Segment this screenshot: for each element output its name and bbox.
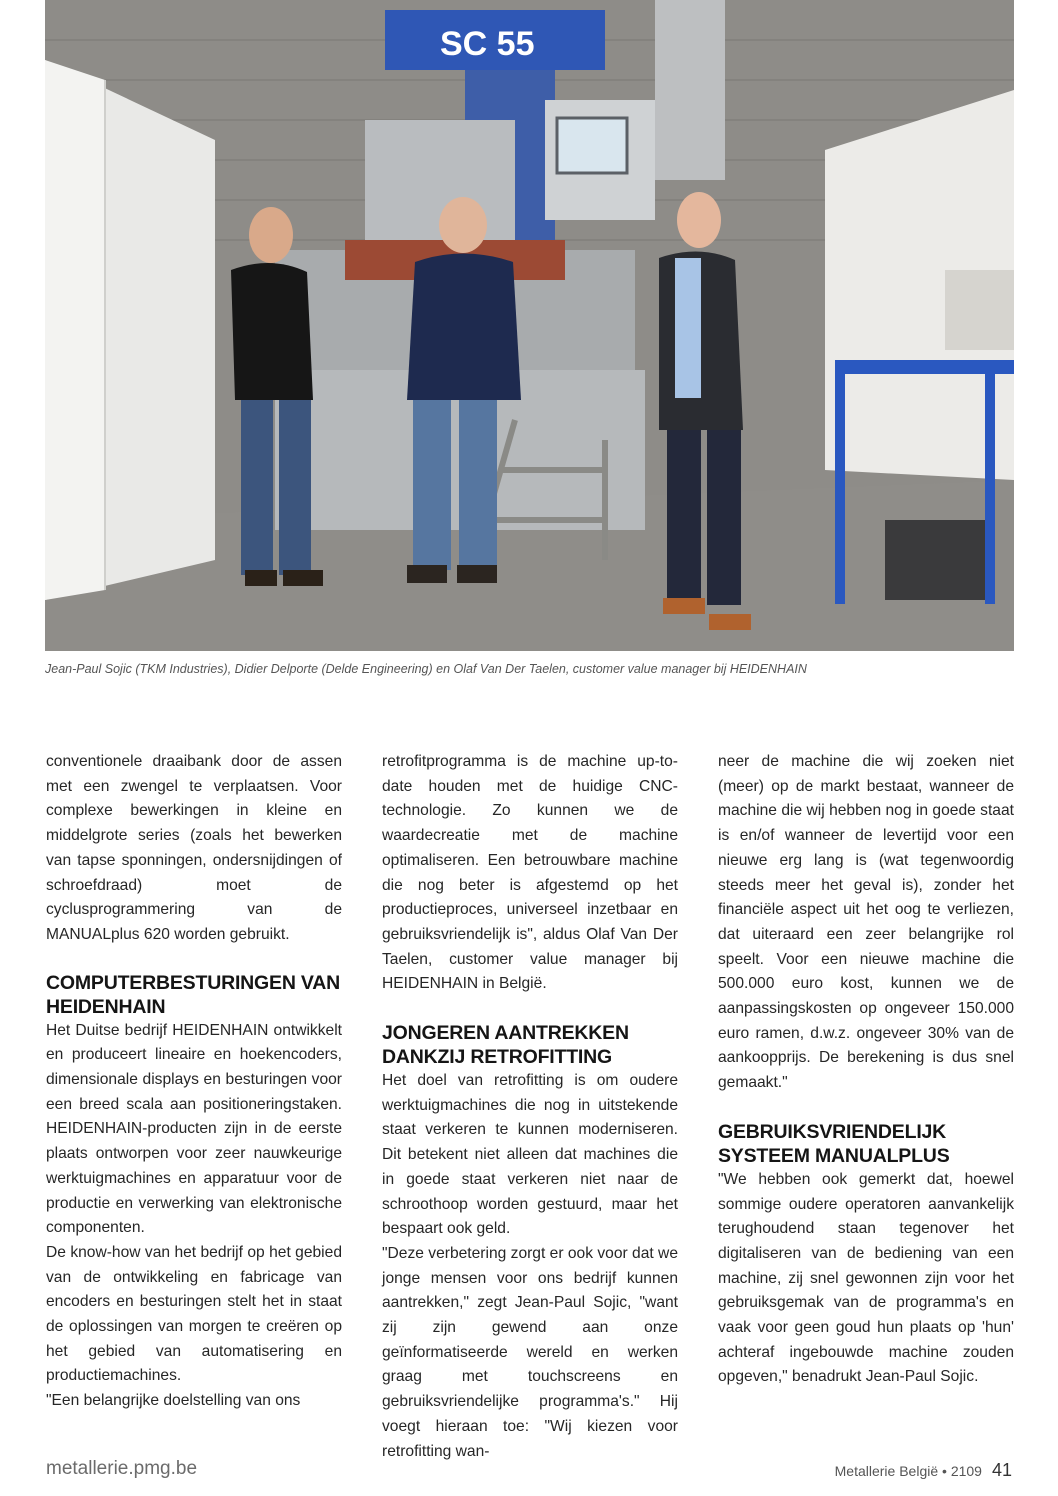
page-number: 41 bbox=[991, 1460, 1012, 1480]
paragraph: De know-how van het bedrijf op het gebied van de ontwikkeling en fabricage van encoders en besturingen stelt het in staat de oplossingen van morgen te creëren op het gebied van automatisering en productiemachines. bbox=[46, 1243, 342, 1385]
article-column-3 bbox=[718, 750, 1014, 1390]
paragraph: retrofitprogramma is de machine up-to-date houden met de huidige CNC-technologie. Zo kunnen we de waardecreatie met de machine optimaliseren. Een betrouwbare machine die nog beter is afgestemd op het productieproces, universeel inzetbaar en gebruiksvriendelijk is", aldus Olaf Van Der Taelen, customer value manager bij HEIDENHAIN in België. bbox=[382, 753, 678, 993]
photo-caption: Jean-Paul Sojic (TKM Industries), Didier Delporte (Delde Engineering) en Olaf Van Der Taelen, customer value manager bij HEIDENHAIN bbox=[45, 662, 807, 676]
section-heading: COMPUTERBESTURINGEN VAN HEIDENHAIN bbox=[46, 971, 341, 1018]
paragraph: neer de machine die wij zoeken niet (meer) op de markt bestaat, wanneer de machine die wij hebben nog in goede staat is en/of wanneer de levertijd voor een nieuwe erg lang is (wat tegenwoordig steeds meer het geval is), zonder het financiële aspect uit het oog te verliezen, dat uiteraard een zeer belangrijke rol speelt. Voor een nieuwe machine die 500.000 euro kost, kunnen we de aanpassingskosten op ongeveer 150.000 euro ramen, d.w.z. ongeveer 30% van de aankoopprijs. De berekening is dus snel gemaakt." bbox=[718, 753, 1014, 1092]
paragraph: Het Duitse bedrijf HEIDENHAIN ontwikkelt en produceert lineaire en hoekencoders, dimensionale displays en besturingen voor een breed scala aan positioneringstaken. HEIDENHAIN-producten zijn in de eerste plaats ontworpen voor zeer nauwkeurige werktuigmachines en apparatuur voor de productie en verwerking van elektronische componenten. bbox=[46, 1021, 342, 1237]
section-heading: JONGEREN AANTREKKEN DANKZIJ RETROFITTING bbox=[382, 1022, 629, 1069]
article-column-1 bbox=[46, 750, 342, 1414]
page-footer bbox=[835, 1460, 1012, 1481]
article-column-2 bbox=[382, 750, 678, 1464]
article-photo bbox=[45, 0, 1014, 651]
magazine-issue: Metallerie België • 2109 bbox=[834, 1463, 982, 1479]
machine-sign: SC 55 bbox=[440, 25, 535, 63]
section-heading: GEBRUIKSVRIENDELIJK SYSTEEM MANUALPLUS bbox=[718, 1120, 950, 1167]
paragraph: conventionele draaibank door de assen met een zwengel te verplaatsen. Voor complexe bewerkingen in kleine en middelgrote series (zoals het bewerken van tapse sponningen, ondersnijdingen of schroefdraad) moet de cyclusprogrammering van de MANUALplus 620 worden gebruikt. bbox=[46, 753, 342, 943]
paragraph: "Een belangrijke doelstelling van ons bbox=[46, 1392, 301, 1410]
paragraph: Het doel van retrofitting is om oudere werktuigmachines die nog in uitstekende staat verkeren te kunnen moderniseren. Dit betekent niet alleen dat machines die in goede staat verkeren niet naar de schroothoop worden gestuurd, maar het bespaart ook geld. bbox=[382, 1072, 678, 1238]
website-link[interactable]: metallerie.pmg.be bbox=[46, 1458, 198, 1479]
photo-illustration bbox=[45, 0, 1014, 651]
paragraph: "Deze verbetering zorgt er ook voor dat we jonge mensen voor ons bedrijf kunnen aantrekken," zegt Jean-Paul Sojic, "want zij zijn gewend aan onze geïnformatiseerde wereld en werken graag met touchscreens en gebruiksvriendelijke programma's." Hij voegt hieraan toe: "Wij kiezen voor retrofitting wan- bbox=[382, 1244, 678, 1460]
paragraph: "We hebben ook gemerkt dat, hoewel sommige oudere operatoren aanvankelijk terughoudend staan tegenover het digitaliseren van de bediening van een machine, zij snel gewonnen zijn voor het gebruiksgemak van de programma's en vaak voor geen goud hun plaats op 'hun' achteraf ingebouwde machine zouden opgeven," benadrukt Jean-Paul Sojic. bbox=[718, 1170, 1014, 1386]
